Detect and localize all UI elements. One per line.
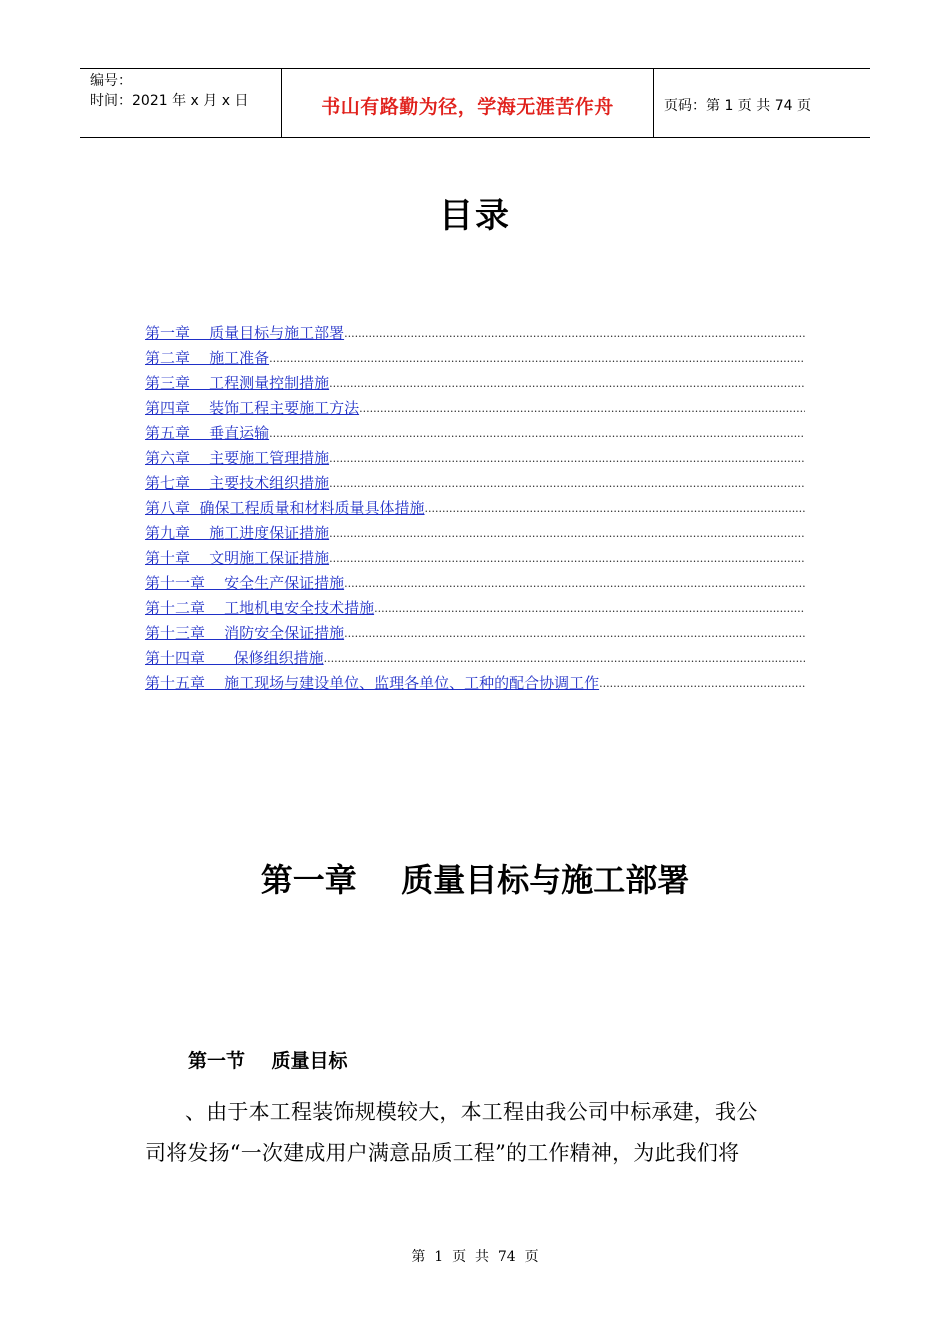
toc-entry[interactable]	[145, 493, 805, 518]
toc-entry[interactable]	[145, 418, 805, 443]
header-meta	[80, 69, 282, 137]
toc-link[interactable]: 第十章 文明施工保证措施	[145, 549, 330, 567]
toc-link[interactable]: 第十二章 工地机电安全技术措施	[145, 599, 375, 617]
header-motto-cell	[282, 69, 654, 137]
toc-leader-dots	[329, 377, 805, 393]
section-heading: 第一节 质量目标	[188, 1050, 348, 1072]
toc-leader-dots	[329, 452, 805, 468]
toc-link[interactable]: 第四章 装饰工程主要施工方法	[145, 399, 360, 417]
paragraph-line: 、由于本工程装饰规模较大，本工程由我公司中标承建，我公	[185, 1100, 758, 1124]
toc-link[interactable]: 第十三章 消防安全保证措施	[145, 624, 345, 642]
toc-leader-dots	[359, 402, 805, 418]
toc-leader-dots	[425, 502, 805, 518]
toc-leader-dots	[269, 427, 805, 443]
toc-link[interactable]: 第五章 垂直运输	[145, 424, 270, 442]
toc-entry[interactable]	[145, 668, 805, 693]
toc-link[interactable]: 第六章 主要施工管理措施	[145, 449, 330, 467]
toc-leader-dots	[329, 552, 805, 568]
toc-leader-dots	[269, 352, 805, 368]
toc-link[interactable]: 第七章 主要技术组织措施	[145, 474, 330, 492]
toc-leader-dots	[324, 652, 805, 668]
document-number-label: 编号：	[90, 73, 132, 89]
toc-leader-dots	[374, 602, 805, 618]
toc-entry[interactable]	[145, 618, 805, 643]
toc-link[interactable]: 第一章 质量目标与施工部署	[145, 324, 345, 342]
toc-link[interactable]: 第九章 施工进度保证措施	[145, 524, 330, 542]
toc-entry[interactable]	[145, 568, 805, 593]
toc-entry[interactable]	[145, 593, 805, 618]
toc-link[interactable]: 第十一章 安全生产保证措施	[145, 574, 345, 592]
toc-link[interactable]: 第十五章 施工现场与建设单位、监理各单位、工种的配合协调工作	[145, 674, 600, 692]
paragraph-line: 司将发扬“一次建成用户满意品质工程”的工作精神，为此我们将	[145, 1141, 740, 1165]
toc-link[interactable]: 第二章 施工准备	[145, 349, 270, 367]
toc-entry[interactable]	[145, 368, 805, 393]
toc-entry[interactable]	[145, 643, 805, 668]
toc-entry[interactable]	[145, 543, 805, 568]
toc-leader-dots	[344, 327, 805, 343]
toc-title: 目录	[439, 196, 511, 236]
table-of-contents	[145, 318, 805, 693]
toc-leader-dots	[329, 477, 805, 493]
chapter-heading: 第一章 质量目标与施工部署	[260, 861, 690, 899]
toc-entry[interactable]	[145, 518, 805, 543]
page-header	[80, 68, 870, 138]
header-page-info: 页码：第 1 页 共 74 页	[664, 98, 811, 114]
page-footer: 第 1 页 共 74 页	[411, 1249, 539, 1265]
toc-link[interactable]: 第十四章 保修组织措施	[145, 649, 324, 667]
toc-leader-dots	[344, 627, 805, 643]
toc-entry[interactable]	[145, 318, 805, 343]
toc-link[interactable]: 第八章 确保工程质量和材料质量具体措施	[145, 499, 425, 517]
toc-entry[interactable]	[145, 343, 805, 368]
toc-entry[interactable]	[145, 468, 805, 493]
toc-entry[interactable]	[145, 443, 805, 468]
toc-entry[interactable]	[145, 393, 805, 418]
document-time: 时间：2021 年 x 月 x 日	[90, 93, 249, 109]
toc-leader-dots	[344, 577, 805, 593]
toc-link[interactable]: 第三章 工程测量控制措施	[145, 374, 330, 392]
toc-leader-dots	[329, 527, 805, 543]
body-paragraph	[145, 1092, 810, 1174]
toc-leader-dots	[599, 677, 805, 693]
header-motto: 书山有路勤为径，学海无涯苦作舟	[321, 95, 614, 118]
